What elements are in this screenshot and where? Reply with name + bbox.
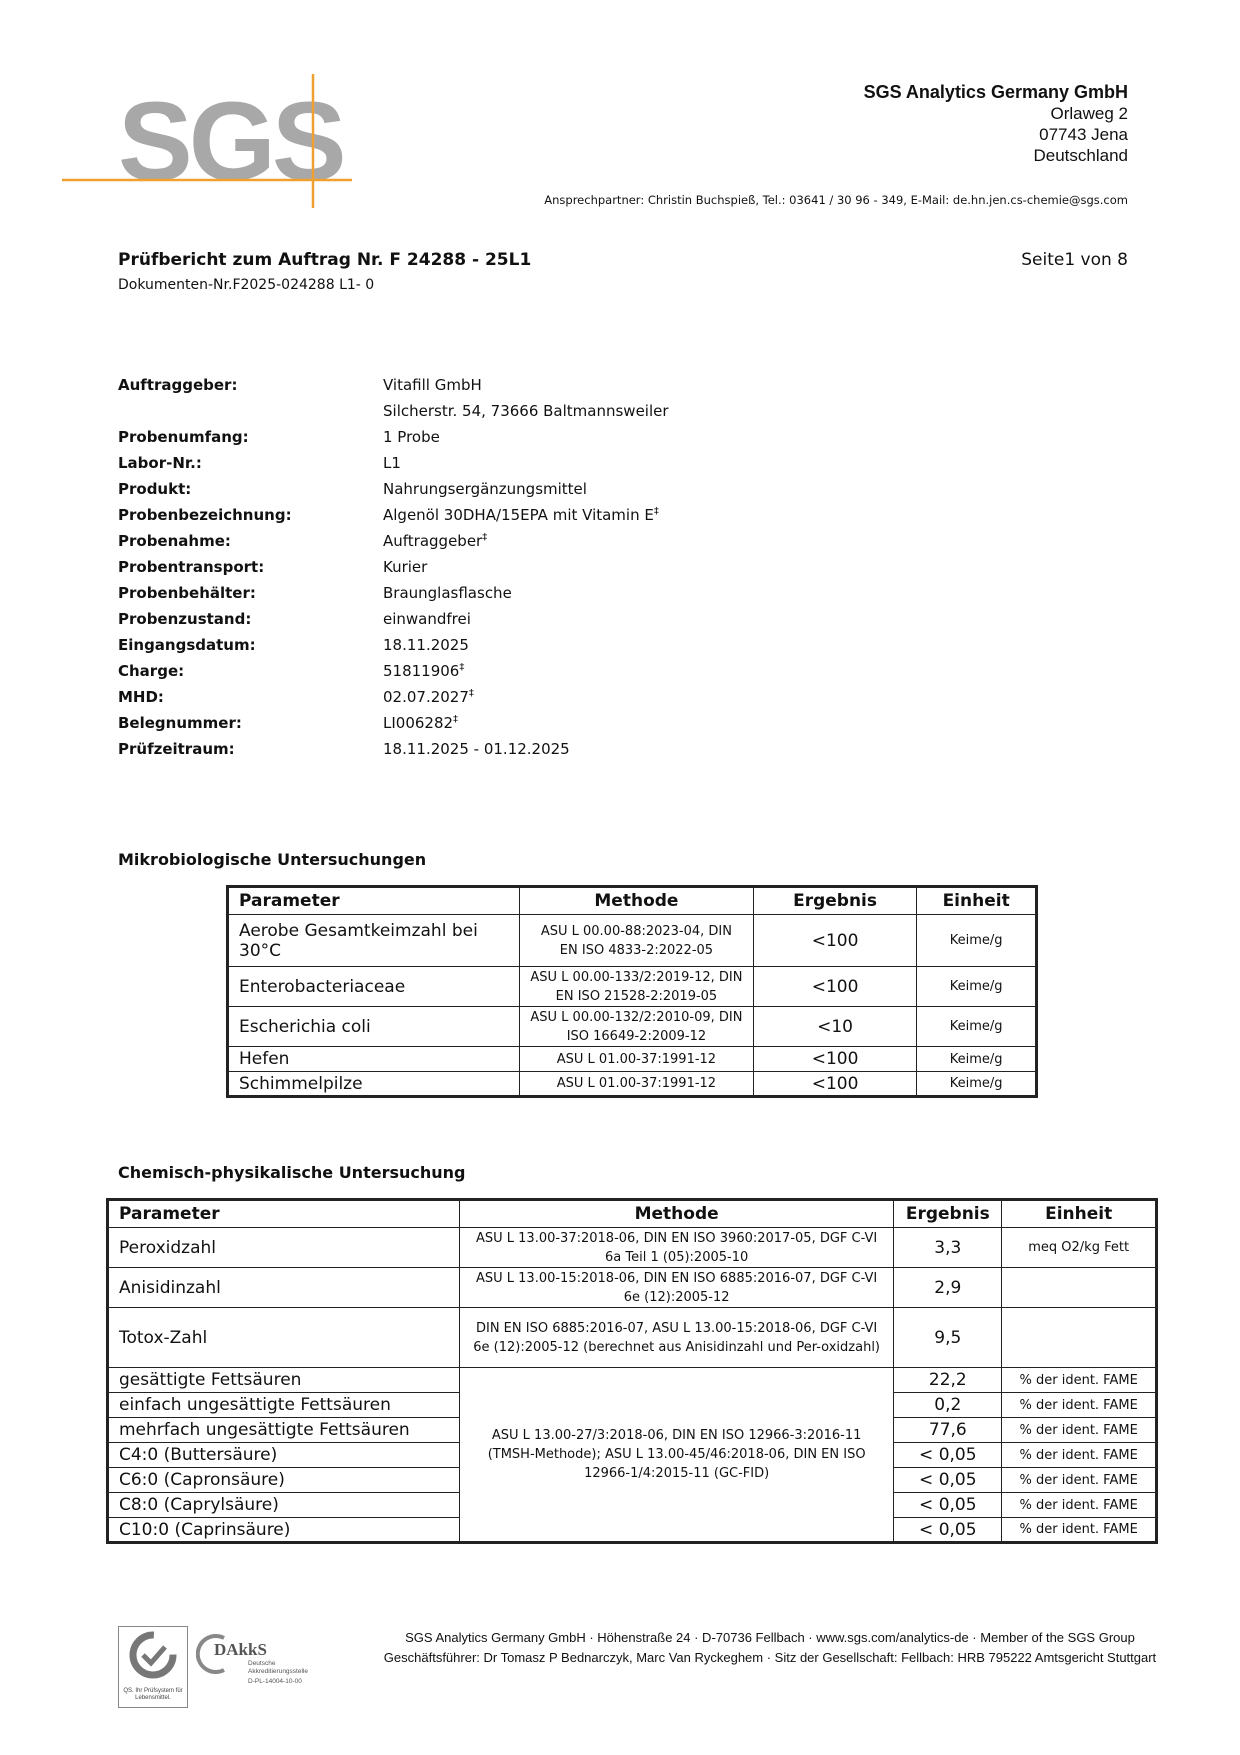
info-row — [118, 684, 669, 710]
result-cell: <100 — [753, 1072, 916, 1097]
parameter-cell: Peroxidzahl — [108, 1228, 460, 1268]
dakks-name: DAkkS — [214, 1640, 267, 1659]
method-cell: ASU L 13.00-15:2018-06, DIN EN ISO 6885:2016-07, DGF C-VI 6e (12):2005-12 — [459, 1268, 893, 1308]
info-label: Auftraggeber: — [118, 376, 238, 394]
address-country: Deutschland — [1033, 146, 1128, 165]
footer-line1: SGS Analytics Germany GmbH · Höhenstraße 24 · D-70736 Fellbach · www.sgs.com/analytics-de · Member of the SGS Group — [405, 1630, 1135, 1645]
table-row — [228, 915, 1037, 967]
micro-section-title: Mikrobiologische Untersuchungen — [118, 850, 427, 869]
info-label: Probenbezeichnung: — [118, 506, 292, 524]
info-footnote-mark: ‡ — [453, 714, 459, 725]
info-value — [383, 454, 401, 472]
footer — [340, 1628, 1200, 1668]
unit-cell — [1002, 1308, 1157, 1368]
result-cell: <100 — [753, 1047, 916, 1072]
result-cell: <100 — [753, 967, 916, 1007]
info-row — [118, 372, 669, 398]
info-row — [118, 658, 669, 684]
method-cell: ASU L 01.00-37:1991-12 — [520, 1072, 754, 1097]
micro-header-row — [228, 887, 1037, 915]
method-cell: ASU L 00.00-133/2:2019-12, DIN EN ISO 21528-2:2019-05 — [520, 967, 754, 1007]
chem-section-title: Chemisch-physikalische Untersuchung — [118, 1163, 466, 1182]
info-value — [383, 610, 471, 628]
info-value — [383, 402, 669, 420]
unit-cell: Keime/g — [917, 1072, 1037, 1097]
parameter-cell: C8:0 (Caprylsäure) — [108, 1493, 460, 1518]
unit-cell: meq O2/kg Fett — [1002, 1228, 1157, 1268]
info-value — [383, 740, 570, 758]
info-value — [383, 506, 659, 524]
sgs-logo — [60, 70, 360, 210]
info-row — [118, 450, 669, 476]
unit-cell: Keime/g — [917, 1047, 1037, 1072]
page-number: Seite1 von 8 — [1021, 250, 1128, 270]
unit-cell — [1002, 1268, 1157, 1308]
qs-text: QS. Ihr Prüfsystem für Lebensmittel. — [123, 1688, 183, 1701]
info-footnote-mark: ‡ — [482, 532, 488, 543]
info-row — [118, 632, 669, 658]
result-cell: < 0,05 — [894, 1443, 1002, 1468]
table-row — [228, 1007, 1037, 1047]
info-row — [118, 424, 669, 450]
info-label: Prüfzeitraum: — [118, 740, 235, 758]
col-parameter: Parameter — [228, 887, 520, 915]
chem-header-row — [108, 1200, 1157, 1228]
info-value-text: LI006282 — [383, 714, 454, 732]
parameter-cell: Hefen — [228, 1047, 520, 1072]
info-value-text: Algenöl 30DHA/15EPA mit Vitamin E — [383, 506, 654, 524]
info-value — [383, 428, 440, 446]
info-value-text: Nahrungsergänzungsmittel — [383, 480, 587, 498]
result-cell: 22,2 — [894, 1368, 1002, 1393]
info-value — [383, 480, 587, 498]
parameter-cell: Enterobacteriaceae — [228, 967, 520, 1007]
parameter-cell: mehrfach ungesättigte Fettsäuren — [108, 1418, 460, 1443]
unit-cell: % der ident. FAME — [1002, 1393, 1157, 1418]
qs-check-icon — [119, 1627, 187, 1683]
info-footnote-mark: ‡ — [653, 506, 659, 517]
result-cell: <10 — [753, 1007, 916, 1047]
unit-cell: % der ident. FAME — [1002, 1418, 1157, 1443]
parameter-cell: Aerobe Gesamtkeimzahl bei 30°C — [228, 915, 520, 967]
fame-method-cell: ASU L 13.00-27/3:2018-06, DIN EN ISO 12966-3:2016-11 (TMSH-Methode); ASU L 13.00-45/46:2018-06, DIN EN ISO 12966-1/4:2015-11 (GC-FID) — [459, 1368, 893, 1543]
method-cell: ASU L 01.00-37:1991-12 — [520, 1047, 754, 1072]
info-value-text: einwandfrei — [383, 610, 471, 628]
info-label: Probenumfang: — [118, 428, 249, 446]
unit-cell: % der ident. FAME — [1002, 1368, 1157, 1393]
dakks-id: D-PL-14004-10-00 — [248, 1678, 302, 1685]
info-value — [383, 636, 469, 654]
info-value-text: Braunglasflasche — [383, 584, 512, 602]
logo-text: SGS — [118, 79, 343, 204]
info-label: Eingangsdatum: — [118, 636, 256, 654]
info-row — [118, 736, 669, 762]
parameter-cell: Anisidinzahl — [108, 1268, 460, 1308]
col-result: Ergebnis — [753, 887, 916, 915]
result-cell: 9,5 — [894, 1308, 1002, 1368]
info-value — [383, 376, 482, 394]
info-value — [383, 584, 512, 602]
info-value — [383, 688, 474, 706]
info-row — [118, 606, 669, 632]
table-row — [228, 1047, 1037, 1072]
parameter-cell: gesättigte Fettsäuren — [108, 1368, 460, 1393]
table-row — [228, 967, 1037, 1007]
info-value — [383, 558, 427, 576]
result-cell: 2,9 — [894, 1268, 1002, 1308]
info-footnote-mark: ‡ — [468, 688, 474, 699]
info-value-text: Vitafill GmbH — [383, 376, 482, 394]
info-label: Probenzustand: — [118, 610, 252, 628]
info-label: Charge: — [118, 662, 185, 680]
info-value — [383, 662, 464, 680]
unit-cell: % der ident. FAME — [1002, 1493, 1157, 1518]
info-value-text: 18.11.2025 — [383, 636, 469, 654]
parameter-cell: C4:0 (Buttersäure) — [108, 1443, 460, 1468]
table-row — [108, 1228, 1157, 1268]
info-row — [118, 476, 669, 502]
result-cell: < 0,05 — [894, 1518, 1002, 1543]
info-row — [118, 528, 669, 554]
sample-info — [118, 372, 669, 762]
dakks-subtitle: Deutsche Akkreditierungsstelle — [248, 1660, 308, 1675]
info-row — [118, 398, 669, 424]
result-cell: < 0,05 — [894, 1468, 1002, 1493]
col-result: Ergebnis — [894, 1200, 1002, 1228]
info-value-text: Kurier — [383, 558, 428, 576]
info-footnote-mark: ‡ — [459, 662, 465, 673]
result-cell: 77,6 — [894, 1418, 1002, 1443]
info-label: Probenahme: — [118, 532, 231, 550]
method-cell: ASU L 00.00-88:2023-04, DIN EN ISO 4833-2:2022-05 — [520, 915, 754, 967]
method-cell: DIN EN ISO 6885:2016-07, ASU L 13.00-15:2018-06, DGF C-VI 6e (12):2005-12 (berechnet aus Anisidinzahl und Per-oxidzahl) — [459, 1308, 893, 1368]
table-row — [108, 1268, 1157, 1308]
contact-line: Ansprechpartner: Christin Buchspieß, Tel.: 03641 / 30 96 - 349, E-Mail: de.hn.jen.cs-chemie@sgs.com — [544, 193, 1128, 207]
micro-table — [226, 885, 1038, 1098]
footer-line2: Geschäftsführer: Dr Tomasz P Bednarczyk, Marc Van Ryckeghem · Sitz der Gesellschaft: Fellbach: HRB 795222 Amtsgericht Stuttgart — [383, 1650, 1157, 1665]
info-value — [383, 532, 487, 550]
unit-cell: Keime/g — [917, 967, 1037, 1007]
info-label: Belegnummer: — [118, 714, 242, 732]
info-value-text: 51811906 — [383, 662, 460, 680]
unit-cell: % der ident. FAME — [1002, 1518, 1157, 1543]
info-value-text: 02.07.2027 — [383, 688, 469, 706]
info-row — [118, 502, 669, 528]
col-unit: Einheit — [917, 887, 1037, 915]
col-parameter: Parameter — [108, 1200, 460, 1228]
result-cell: < 0,05 — [894, 1493, 1002, 1518]
report-title: Prüfbericht zum Auftrag Nr. F 24288 - 25L1 — [118, 250, 532, 270]
unit-cell: % der ident. FAME — [1002, 1468, 1157, 1493]
info-value-text: Auftraggeber — [383, 532, 483, 550]
info-label: Labor-Nr.: — [118, 454, 202, 472]
document-number: Dokumenten-Nr.F2025-024288 L1- 0 — [118, 277, 375, 293]
method-cell: ASU L 13.00-37:2018-06, DIN EN ISO 3960:2017-05, DGF C-VI 6a Teil 1 (05):2005-10 — [459, 1228, 893, 1268]
info-value — [383, 714, 458, 732]
col-method: Methode — [459, 1200, 893, 1228]
company-address — [864, 82, 1128, 166]
chem-table — [106, 1198, 1158, 1544]
parameter-cell: einfach ungesättigte Fettsäuren — [108, 1393, 460, 1418]
info-label: Probentransport: — [118, 558, 265, 576]
col-method: Methode — [520, 887, 754, 915]
parameter-cell: Schimmelpilze — [228, 1072, 520, 1097]
info-label: Produkt: — [118, 480, 192, 498]
info-value-text: 18.11.2025 - 01.12.2025 — [383, 740, 570, 758]
dakks-badge — [196, 1626, 326, 1706]
info-label: MHD: — [118, 688, 164, 706]
info-label: Probenbehälter: — [118, 584, 256, 602]
table-row — [228, 1072, 1037, 1097]
method-cell: ASU L 00.00-132/2:2010-09, DIN ISO 16649-2:2009-12 — [520, 1007, 754, 1047]
qs-badge — [118, 1626, 188, 1708]
info-value-text: L1 — [383, 454, 401, 472]
unit-cell: Keime/g — [917, 915, 1037, 967]
parameter-cell: Totox-Zahl — [108, 1308, 460, 1368]
parameter-cell: Escherichia coli — [228, 1007, 520, 1047]
info-row — [118, 554, 669, 580]
col-unit: Einheit — [1002, 1200, 1157, 1228]
address-city: 07743 Jena — [1039, 125, 1128, 144]
parameter-cell: C6:0 (Capronsäure) — [108, 1468, 460, 1493]
unit-cell: % der ident. FAME — [1002, 1443, 1157, 1468]
table-row — [108, 1368, 1157, 1393]
info-row — [118, 580, 669, 606]
company-name: SGS Analytics Germany GmbH — [863, 82, 1128, 102]
unit-cell: Keime/g — [917, 1007, 1037, 1047]
result-cell: 0,2 — [894, 1393, 1002, 1418]
parameter-cell: C10:0 (Caprinsäure) — [108, 1518, 460, 1543]
result-cell: <100 — [753, 915, 916, 967]
result-cell: 3,3 — [894, 1228, 1002, 1268]
info-row — [118, 710, 669, 736]
table-row — [108, 1308, 1157, 1368]
info-value-text: Silcherstr. 54, 73666 Baltmannsweiler — [383, 402, 669, 420]
address-street: Orlaweg 2 — [1050, 104, 1128, 123]
info-value-text: 1 Probe — [383, 428, 440, 446]
